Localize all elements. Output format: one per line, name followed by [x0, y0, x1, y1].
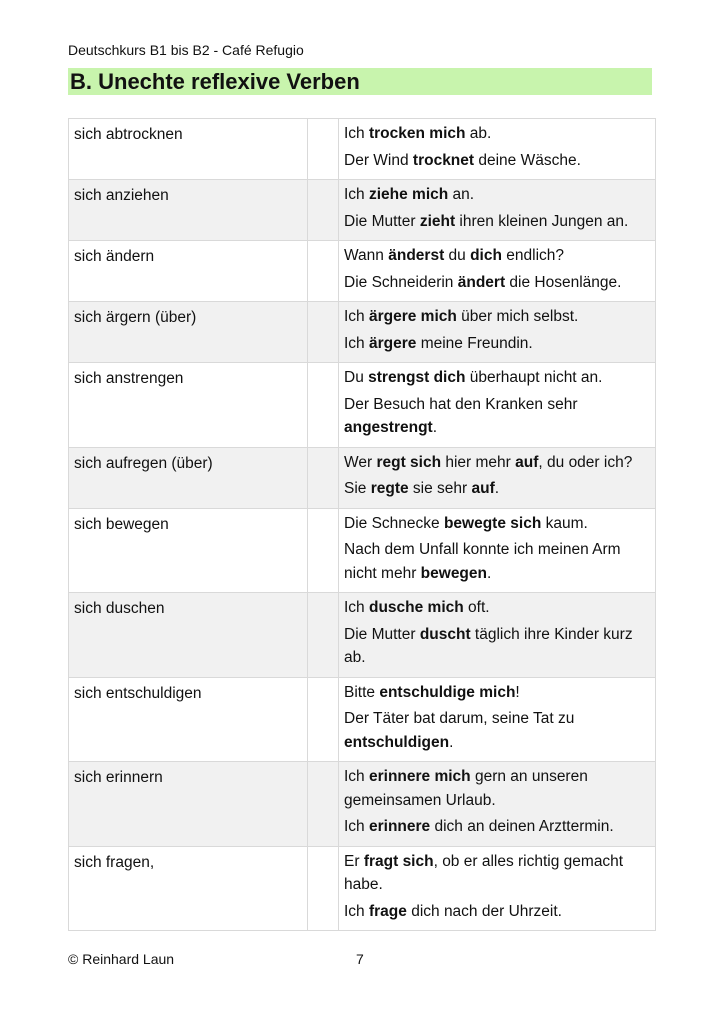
- example-highlight: dich: [470, 247, 502, 264]
- verb-cell: sich duschen: [69, 593, 308, 678]
- example-highlight: dusche mich: [368, 599, 464, 616]
- table-row: [69, 180, 656, 241]
- example-text: meine Freundin.: [416, 334, 533, 352]
- example-sentence: [344, 271, 651, 295]
- example-text: Ich: [344, 334, 369, 352]
- example-text: Wann: [344, 247, 389, 264]
- example-text: , ob er alles richtig gemacht habe.: [344, 852, 624, 893]
- example-highlight: trocken mich: [368, 125, 466, 142]
- spacer-cell: [308, 846, 339, 931]
- example-text: Nach dem Unfall konnte ich meinen Arm nicht mehr: [344, 541, 621, 582]
- example-highlight: regt sich: [376, 453, 442, 471]
- example-sentence: [344, 538, 651, 585]
- example-sentence: [344, 366, 651, 390]
- example-text: Der Besuch hat den Kranken sehr: [344, 395, 578, 413]
- table-body: [69, 119, 656, 931]
- example-highlight: bewegte sich: [443, 514, 542, 532]
- example-highlight: trocknet: [412, 151, 475, 169]
- table-row: [69, 363, 656, 448]
- verb-cell: sich ärgern (über): [69, 302, 308, 363]
- example-text: Er: [344, 852, 364, 870]
- example-highlight: strengst dich: [368, 369, 466, 386]
- example-highlight: angestrengt: [344, 419, 433, 436]
- example-highlight: entschuldige mich: [379, 683, 516, 701]
- example-text: Die Schnecke: [344, 514, 444, 532]
- example-highlight: ärgere mich: [368, 308, 457, 325]
- table-row: [69, 762, 656, 847]
- examples-cell: [339, 302, 656, 363]
- example-text: Ich: [344, 902, 369, 920]
- spacer-cell: [308, 447, 339, 508]
- page-number: 7: [356, 951, 364, 967]
- example-text: du: [444, 247, 471, 264]
- examples-cell: [339, 119, 656, 180]
- examples-cell: [339, 677, 656, 762]
- spacer-cell: [308, 302, 339, 363]
- example-text: endlich?: [501, 247, 565, 264]
- example-text: Ich: [344, 186, 369, 203]
- example-highlight: duscht: [419, 625, 471, 643]
- example-text: Bitte: [344, 683, 380, 701]
- spacer-cell: [308, 241, 339, 302]
- example-text: an.: [448, 186, 475, 203]
- example-text: ihren kleinen Jungen an.: [455, 212, 629, 230]
- example-highlight: bewegen: [420, 564, 487, 582]
- examples-cell: [339, 762, 656, 847]
- examples-cell: [339, 241, 656, 302]
- example-sentence: [344, 623, 651, 670]
- example-highlight: regte: [370, 480, 409, 497]
- example-text: .: [494, 480, 500, 497]
- example-highlight: ärgere: [368, 334, 417, 352]
- example-text: gern an unseren gemeinsamen Urlaub.: [344, 768, 588, 809]
- spacer-cell: [308, 677, 339, 762]
- footer-copyright: © Reinhard Laun: [68, 951, 175, 967]
- examples-cell: [339, 447, 656, 508]
- example-text: die Hosenlänge.: [505, 273, 622, 291]
- example-sentence: [344, 149, 651, 173]
- example-text: Ich: [344, 308, 369, 325]
- table-row: [69, 119, 656, 180]
- course-header: Deutschkurs B1 bis B2 - Café Refugio: [68, 42, 304, 58]
- spacer-cell: [308, 363, 339, 448]
- example-text: Der Täter bat darum, seine Tat zu: [344, 710, 575, 727]
- example-text: kaum.: [541, 514, 588, 532]
- example-text: Sie: [344, 480, 371, 497]
- example-sentence: [344, 477, 651, 501]
- example-sentence: [344, 244, 651, 268]
- example-text: Die Mutter: [344, 212, 420, 230]
- verb-cell: sich bewegen: [69, 508, 308, 593]
- example-highlight: erinnere: [368, 818, 431, 835]
- table-row: [69, 677, 656, 762]
- spacer-cell: [308, 762, 339, 847]
- verb-cell: sich fragen,: [69, 846, 308, 931]
- example-text: Ich: [344, 125, 369, 142]
- example-sentence: [344, 512, 651, 536]
- examples-cell: [339, 846, 656, 931]
- example-sentence: [344, 815, 651, 839]
- example-sentence: [344, 122, 651, 146]
- example-sentence: [344, 393, 651, 440]
- example-text: Ich: [344, 768, 369, 785]
- example-highlight: auf: [471, 480, 495, 497]
- example-text: sie sehr: [408, 480, 472, 497]
- table-row: [69, 593, 656, 678]
- example-highlight: frage: [368, 902, 407, 920]
- example-highlight: ändert: [457, 273, 506, 291]
- example-sentence: [344, 451, 651, 475]
- example-highlight: auf: [515, 453, 539, 471]
- example-text: hier mehr: [441, 453, 516, 471]
- example-sentence: [344, 850, 651, 897]
- example-sentence: [344, 210, 651, 234]
- examples-cell: [339, 508, 656, 593]
- example-text: Der Wind: [344, 151, 413, 169]
- verb-cell: sich aufregen (über): [69, 447, 308, 508]
- spacer-cell: [308, 180, 339, 241]
- example-highlight: fragt sich: [363, 852, 434, 870]
- spacer-cell: [308, 508, 339, 593]
- example-text: Du: [344, 369, 369, 386]
- table-row: [69, 302, 656, 363]
- verb-cell: sich abtrocknen: [69, 119, 308, 180]
- example-sentence: [344, 681, 651, 705]
- examples-cell: [339, 593, 656, 678]
- example-text: Ich: [344, 599, 369, 616]
- example-highlight: änderst: [388, 247, 445, 264]
- example-highlight: entschuldigen: [344, 733, 450, 751]
- example-text: oft.: [463, 599, 490, 616]
- verb-cell: sich erinnern: [69, 762, 308, 847]
- example-text: Die Mutter: [344, 625, 420, 643]
- table-row: [69, 447, 656, 508]
- table-row: [69, 508, 656, 593]
- example-text: ab.: [465, 125, 492, 142]
- example-sentence: [344, 707, 651, 754]
- example-text: Ich: [344, 818, 369, 835]
- example-text: .: [432, 419, 438, 436]
- example-text: Wer: [344, 453, 377, 471]
- example-text: täglich ihre Kinder kurz ab.: [344, 625, 633, 666]
- reflexive-verbs-table: [68, 118, 656, 931]
- example-text: überhaupt nicht an.: [465, 369, 603, 386]
- example-sentence: [344, 183, 651, 207]
- example-text: über mich selbst.: [456, 308, 579, 325]
- example-sentence: [344, 900, 651, 924]
- example-highlight: zieht: [419, 212, 456, 230]
- example-text: Die Schneiderin: [344, 273, 458, 291]
- verb-cell: sich entschuldigen: [69, 677, 308, 762]
- examples-cell: [339, 180, 656, 241]
- verb-cell: sich anstrengen: [69, 363, 308, 448]
- example-sentence: [344, 765, 651, 812]
- example-highlight: ziehe mich: [368, 186, 449, 203]
- section-title: B. Unechte reflexive Verben: [68, 68, 652, 95]
- verb-cell: sich anziehen: [69, 180, 308, 241]
- example-sentence: [344, 596, 651, 620]
- example-highlight: erinnere mich: [368, 768, 471, 785]
- example-text: deine Wäsche.: [474, 151, 581, 169]
- example-text: .: [487, 564, 492, 582]
- examples-cell: [339, 363, 656, 448]
- example-text: dich an deinen Arzttermin.: [430, 818, 614, 835]
- example-text: !: [515, 683, 520, 701]
- example-text: .: [449, 733, 454, 751]
- example-text: dich nach der Uhrzeit.: [406, 902, 562, 920]
- spacer-cell: [308, 593, 339, 678]
- table-row: [69, 241, 656, 302]
- example-sentence: [344, 332, 651, 356]
- verb-cell: sich ändern: [69, 241, 308, 302]
- example-sentence: [344, 305, 651, 329]
- example-text: , du oder ich?: [538, 453, 633, 471]
- spacer-cell: [308, 119, 339, 180]
- table-row: [69, 846, 656, 931]
